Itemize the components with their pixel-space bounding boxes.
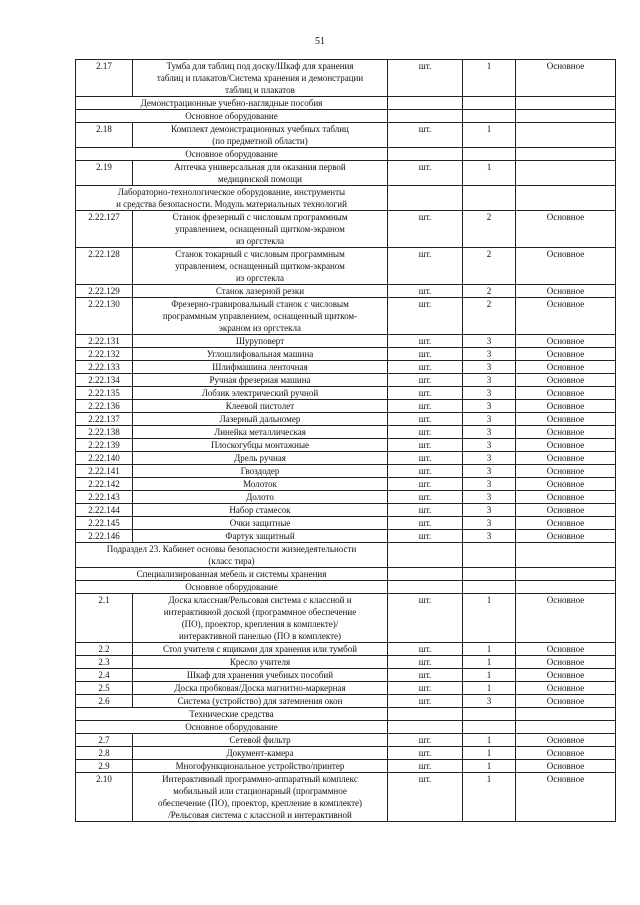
unit-cell <box>388 708 463 721</box>
item-name-cell: Гвоздодер <box>133 465 388 478</box>
item-name-cell: Шлифмашина ленточная <box>133 361 388 374</box>
unit-cell: шт. <box>388 211 463 248</box>
category-cell: Основное <box>516 760 616 773</box>
category-cell: Основное <box>516 747 616 760</box>
category-cell: Основное <box>516 335 616 348</box>
table-row <box>76 439 616 452</box>
unit-cell: шт. <box>388 734 463 747</box>
quantity-cell: 3 <box>463 491 516 504</box>
item-name-cell: Клеевой пистолет <box>133 400 388 413</box>
item-name-cell: Аптечка универсальная для оказания первой медицинской помощи <box>133 161 388 186</box>
unit-cell: шт. <box>388 439 463 452</box>
item-number-cell: 2.22.127 <box>76 211 133 248</box>
unit-cell: шт. <box>388 695 463 708</box>
category-cell: Основное <box>516 695 616 708</box>
table-row <box>76 669 616 682</box>
item-number-cell: 2.22.146 <box>76 530 133 543</box>
item-name-cell: Шуруповерт <box>133 335 388 348</box>
table-row <box>76 734 616 747</box>
category-cell <box>516 581 616 594</box>
category-cell: Основное <box>516 426 616 439</box>
equipment-table <box>75 59 616 822</box>
category-cell <box>516 186 616 211</box>
item-number-cell: 2.22.130 <box>76 298 133 335</box>
item-number-cell: 2.22.128 <box>76 248 133 285</box>
item-number-cell: 2.22.133 <box>76 361 133 374</box>
item-name-cell: Линейка металлическая <box>133 426 388 439</box>
category-cell <box>516 161 616 186</box>
table-row <box>76 298 616 335</box>
table-row <box>76 387 616 400</box>
quantity-cell: 3 <box>463 695 516 708</box>
item-number-cell: 2.9 <box>76 760 133 773</box>
item-number-cell: 2.22.136 <box>76 400 133 413</box>
item-number-cell: 2.4 <box>76 669 133 682</box>
unit-cell: шт. <box>388 773 463 822</box>
item-name-cell: Углошлифовальная машина <box>133 348 388 361</box>
item-name-cell: Плоскогубцы монтажные <box>133 439 388 452</box>
item-number-cell: 2.3 <box>76 656 133 669</box>
quantity-cell: 1 <box>463 643 516 656</box>
category-cell <box>516 148 616 161</box>
table-row <box>76 594 616 643</box>
item-number-cell: 2.5 <box>76 682 133 695</box>
quantity-cell: 2 <box>463 248 516 285</box>
section-row <box>76 721 616 734</box>
quantity-cell: 1 <box>463 594 516 643</box>
quantity-cell <box>463 581 516 594</box>
category-cell: Основное <box>516 248 616 285</box>
unit-cell: шт. <box>388 682 463 695</box>
item-name-cell: Комплект демонстрационных учебных таблиц (по предметной области) <box>133 123 388 148</box>
section-title: Основное оборудование <box>76 721 388 734</box>
item-name-cell: Документ-камера <box>133 747 388 760</box>
item-number-cell: 2.22.129 <box>76 285 133 298</box>
category-cell: Основное <box>516 348 616 361</box>
table-row <box>76 491 616 504</box>
table-row <box>76 517 616 530</box>
unit-cell <box>388 543 463 568</box>
unit-cell: шт. <box>388 656 463 669</box>
unit-cell: шт. <box>388 504 463 517</box>
item-name-cell: Станок лазерной резки <box>133 285 388 298</box>
unit-cell: шт. <box>388 248 463 285</box>
category-cell: Основное <box>516 465 616 478</box>
item-name-cell: Станок фрезерный с числовым программным управлением, оснащенный щитком-экраном из оргстекла <box>133 211 388 248</box>
unit-cell: шт. <box>388 374 463 387</box>
section-title: Специализированная мебель и системы хранения <box>76 568 388 581</box>
category-cell: Основное <box>516 491 616 504</box>
item-number-cell: 2.22.142 <box>76 478 133 491</box>
quantity-cell <box>463 110 516 123</box>
unit-cell: шт. <box>388 298 463 335</box>
item-name-cell: Ручная фрезерная машина <box>133 374 388 387</box>
category-cell: Основное <box>516 374 616 387</box>
item-number-cell: 2.22.145 <box>76 517 133 530</box>
table-row <box>76 643 616 656</box>
unit-cell: шт. <box>388 285 463 298</box>
unit-cell: шт. <box>388 643 463 656</box>
table-row <box>76 656 616 669</box>
quantity-cell: 1 <box>463 669 516 682</box>
quantity-cell <box>463 148 516 161</box>
item-number-cell: 2.10 <box>76 773 133 822</box>
category-cell: Основное <box>516 504 616 517</box>
section-title: Основное оборудование <box>76 110 388 123</box>
section-row <box>76 110 616 123</box>
section-row <box>76 186 616 211</box>
category-cell: Основное <box>516 594 616 643</box>
unit-cell: шт. <box>388 426 463 439</box>
unit-cell: шт. <box>388 760 463 773</box>
item-name-cell: Кресло учителя <box>133 656 388 669</box>
unit-cell: шт. <box>388 491 463 504</box>
quantity-cell: 3 <box>463 374 516 387</box>
table-row <box>76 400 616 413</box>
item-number-cell: 2.18 <box>76 123 133 148</box>
unit-cell: шт. <box>388 594 463 643</box>
table-row <box>76 465 616 478</box>
table-row <box>76 682 616 695</box>
item-name-cell: Доска пробковая/Доска магнитно-маркерная <box>133 682 388 695</box>
table-row <box>76 335 616 348</box>
quantity-cell: 1 <box>463 682 516 695</box>
item-name-cell: Сетевой фильтр <box>133 734 388 747</box>
item-name-cell: Лазерный дальномер <box>133 413 388 426</box>
quantity-cell: 1 <box>463 760 516 773</box>
unit-cell: шт. <box>388 348 463 361</box>
table-row <box>76 504 616 517</box>
category-cell: Основное <box>516 298 616 335</box>
item-name-cell: Фрезерно-гравировальный станок с числовым программным управлением, оснащенный щитком- экраном из оргстекла <box>133 298 388 335</box>
item-name-cell: Тумба для таблиц под доску/Шкаф для хранения таблиц и плакатов/Система хранения и демонстрации таблиц и плакатов <box>133 60 388 97</box>
quantity-cell: 1 <box>463 656 516 669</box>
section-row <box>76 708 616 721</box>
item-name-cell: Молоток <box>133 478 388 491</box>
item-number-cell: 2.22.140 <box>76 452 133 465</box>
item-number-cell: 2.2 <box>76 643 133 656</box>
table-row <box>76 123 616 148</box>
table-row <box>76 426 616 439</box>
item-name-cell: Многофункциональное устройство/принтер <box>133 760 388 773</box>
item-number-cell: 2.22.141 <box>76 465 133 478</box>
item-number-cell: 2.6 <box>76 695 133 708</box>
section-title: Основное оборудование <box>76 148 388 161</box>
item-number-cell: 2.22.134 <box>76 374 133 387</box>
quantity-cell <box>463 97 516 110</box>
unit-cell <box>388 148 463 161</box>
quantity-cell: 3 <box>463 465 516 478</box>
section-row <box>76 148 616 161</box>
category-cell: Основное <box>516 478 616 491</box>
category-cell: Основное <box>516 452 616 465</box>
quantity-cell: 2 <box>463 298 516 335</box>
unit-cell: шт. <box>388 400 463 413</box>
quantity-cell: 1 <box>463 161 516 186</box>
page-number: 51 <box>315 36 325 47</box>
quantity-cell: 1 <box>463 747 516 760</box>
section-row <box>76 543 616 568</box>
unit-cell: шт. <box>388 669 463 682</box>
unit-cell: шт. <box>388 335 463 348</box>
unit-cell: шт. <box>388 478 463 491</box>
table-row <box>76 413 616 426</box>
unit-cell <box>388 97 463 110</box>
quantity-cell <box>463 721 516 734</box>
table-row <box>76 285 616 298</box>
quantity-cell: 3 <box>463 504 516 517</box>
item-number-cell: 2.19 <box>76 161 133 186</box>
quantity-cell: 3 <box>463 452 516 465</box>
quantity-cell <box>463 543 516 568</box>
category-cell <box>516 543 616 568</box>
quantity-cell: 3 <box>463 400 516 413</box>
category-cell <box>516 110 616 123</box>
quantity-cell: 3 <box>463 387 516 400</box>
table-row <box>76 530 616 543</box>
unit-cell <box>388 110 463 123</box>
item-number-cell: 2.22.143 <box>76 491 133 504</box>
item-number-cell: 2.22.139 <box>76 439 133 452</box>
unit-cell: шт. <box>388 747 463 760</box>
quantity-cell: 2 <box>463 285 516 298</box>
category-cell: Основное <box>516 413 616 426</box>
item-number-cell: 2.8 <box>76 747 133 760</box>
item-name-cell: Долото <box>133 491 388 504</box>
item-name-cell: Станок токарный с числовым программным управлением, оснащенный щитком-экраном из оргстекла <box>133 248 388 285</box>
unit-cell <box>388 186 463 211</box>
section-title: Лабораторно-технологическое оборудование, инструменты и средства безопасности. Модуль материальных технологий <box>76 186 388 211</box>
item-name-cell: Очки защитные <box>133 517 388 530</box>
section-title: Основное оборудование <box>76 581 388 594</box>
item-name-cell: Набор стамесок <box>133 504 388 517</box>
quantity-cell: 3 <box>463 426 516 439</box>
category-cell: Основное <box>516 361 616 374</box>
category-cell: Основное <box>516 682 616 695</box>
item-number-cell: 2.7 <box>76 734 133 747</box>
category-cell: Основное <box>516 773 616 822</box>
category-cell: Основное <box>516 669 616 682</box>
item-number-cell: 2.22.135 <box>76 387 133 400</box>
section-title: Технические средства <box>76 708 388 721</box>
item-number-cell: 2.22.132 <box>76 348 133 361</box>
section-row <box>76 97 616 110</box>
item-name-cell: Фартук защитный <box>133 530 388 543</box>
item-number-cell: 2.22.131 <box>76 335 133 348</box>
category-cell <box>516 123 616 148</box>
table-row <box>76 161 616 186</box>
unit-cell: шт. <box>388 452 463 465</box>
category-cell <box>516 721 616 734</box>
unit-cell: шт. <box>388 387 463 400</box>
section-row <box>76 581 616 594</box>
item-name-cell: Интерактивный программно-аппаратный комплекс мобильный или стационарный (программное обеспечение (ПО), проектор, крепление в комплекте) /Рельсовая система с классной и интерактивной <box>133 773 388 822</box>
table-row <box>76 452 616 465</box>
quantity-cell <box>463 186 516 211</box>
unit-cell <box>388 581 463 594</box>
category-cell: Основное <box>516 439 616 452</box>
quantity-cell: 3 <box>463 439 516 452</box>
quantity-cell: 1 <box>463 123 516 148</box>
table-row <box>76 478 616 491</box>
table-row <box>76 747 616 760</box>
unit-cell <box>388 568 463 581</box>
table-row <box>76 374 616 387</box>
item-name-cell: Стол учителя с ящиками для хранения или тумбой <box>133 643 388 656</box>
quantity-cell: 3 <box>463 478 516 491</box>
category-cell: Основное <box>516 211 616 248</box>
quantity-cell: 3 <box>463 530 516 543</box>
quantity-cell: 1 <box>463 773 516 822</box>
table-row <box>76 211 616 248</box>
quantity-cell: 2 <box>463 211 516 248</box>
item-name-cell: Доска классная/Рельсовая система с классной и интерактивной доской (программное обеспечение (ПО), проектор, крепления в комплекте)/ интерактивной панелью (ПО в комплекте) <box>133 594 388 643</box>
category-cell: Основное <box>516 656 616 669</box>
unit-cell: шт. <box>388 161 463 186</box>
table-row <box>76 760 616 773</box>
item-number-cell: 2.17 <box>76 60 133 97</box>
category-cell: Основное <box>516 60 616 97</box>
unit-cell: шт. <box>388 361 463 374</box>
quantity-cell: 3 <box>463 517 516 530</box>
quantity-cell: 3 <box>463 361 516 374</box>
category-cell: Основное <box>516 285 616 298</box>
unit-cell: шт. <box>388 60 463 97</box>
item-name-cell: Система (устройство) для затемнения окон <box>133 695 388 708</box>
item-number-cell: 2.22.137 <box>76 413 133 426</box>
quantity-cell: 3 <box>463 348 516 361</box>
category-cell <box>516 568 616 581</box>
quantity-cell: 3 <box>463 335 516 348</box>
category-cell <box>516 708 616 721</box>
quantity-cell <box>463 708 516 721</box>
quantity-cell: 3 <box>463 413 516 426</box>
category-cell: Основное <box>516 400 616 413</box>
unit-cell: шт. <box>388 465 463 478</box>
category-cell: Основное <box>516 734 616 747</box>
unit-cell: шт. <box>388 123 463 148</box>
table-row <box>76 361 616 374</box>
unit-cell <box>388 721 463 734</box>
unit-cell: шт. <box>388 517 463 530</box>
category-cell: Основное <box>516 643 616 656</box>
item-number-cell: 2.22.138 <box>76 426 133 439</box>
table-row <box>76 248 616 285</box>
category-cell: Основное <box>516 517 616 530</box>
table-row <box>76 348 616 361</box>
section-title: Подраздел 23. Кабинет основы безопасности жизнедеятельности (класс тира) <box>76 543 388 568</box>
category-cell: Основное <box>516 387 616 400</box>
quantity-cell <box>463 568 516 581</box>
table-row <box>76 60 616 97</box>
item-name-cell: Дрель ручная <box>133 452 388 465</box>
category-cell <box>516 97 616 110</box>
category-cell: Основное <box>516 530 616 543</box>
section-row <box>76 568 616 581</box>
table-row <box>76 773 616 822</box>
table-row <box>76 695 616 708</box>
quantity-cell: 1 <box>463 60 516 97</box>
unit-cell: шт. <box>388 413 463 426</box>
unit-cell: шт. <box>388 530 463 543</box>
item-number-cell: 2.1 <box>76 594 133 643</box>
item-name-cell: Лобзик электрический ручной <box>133 387 388 400</box>
section-title: Демонстрационные учебно-наглядные пособия <box>76 97 388 110</box>
item-name-cell: Шкаф для хранения учебных пособий <box>133 669 388 682</box>
item-number-cell: 2.22.144 <box>76 504 133 517</box>
quantity-cell: 1 <box>463 734 516 747</box>
